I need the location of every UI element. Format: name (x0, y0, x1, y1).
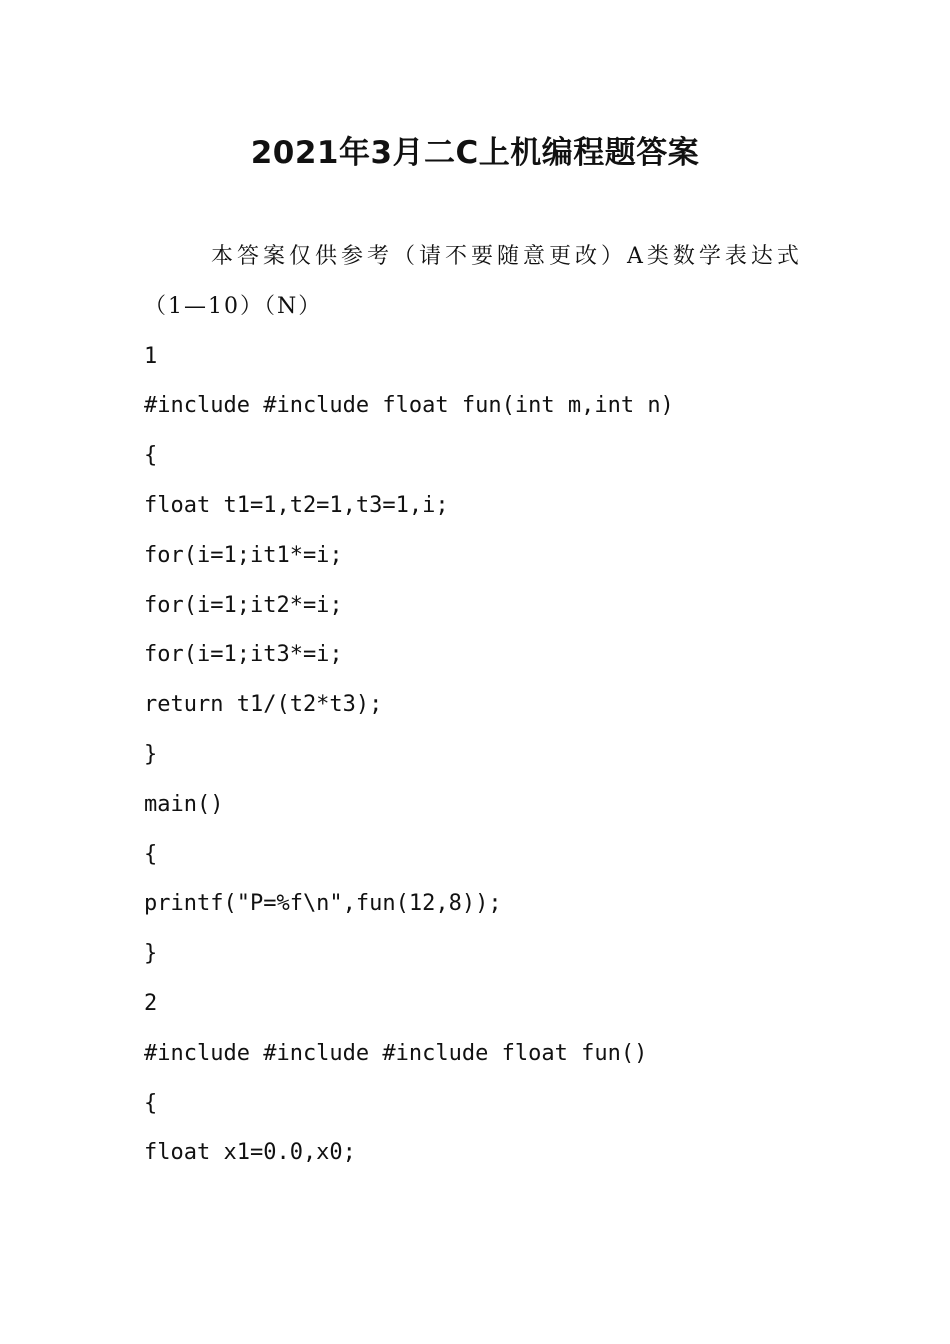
code-line: #include #include #include float fun() (144, 1040, 648, 1066)
intro-line-continued: （1—10）（N） (144, 293, 323, 319)
code-line: for(i=1;it3*=i; (144, 642, 343, 668)
code-line: { (144, 841, 158, 867)
code-line: { (144, 443, 158, 469)
code-line: } (144, 741, 158, 767)
code-line: float x1=0.0,x0; (144, 1140, 356, 1166)
code-line: } (144, 941, 158, 967)
document-title: 2021年3月二C上机编程题答案 (250, 135, 700, 171)
code-line: printf("P=%f\n",fun(12,8)); (144, 891, 502, 917)
code-line: main() (144, 791, 224, 817)
code-line: 2 (144, 990, 158, 1016)
code-line: #include #include float fun(int m,int n) (144, 393, 674, 419)
code-line: 1 (144, 343, 158, 369)
code-line: { (144, 1090, 158, 1116)
document-body (144, 232, 824, 1178)
code-line: float t1=1,t2=1,t3=1,i; (144, 492, 449, 518)
intro-line: 本答案仅供参考（请不要随意更改）A类数学表达式 (211, 244, 803, 269)
code-line: for(i=1;it1*=i; (144, 542, 343, 568)
code-line: for(i=1;it2*=i; (144, 592, 343, 618)
code-line: return t1/(t2*t3); (144, 692, 383, 718)
